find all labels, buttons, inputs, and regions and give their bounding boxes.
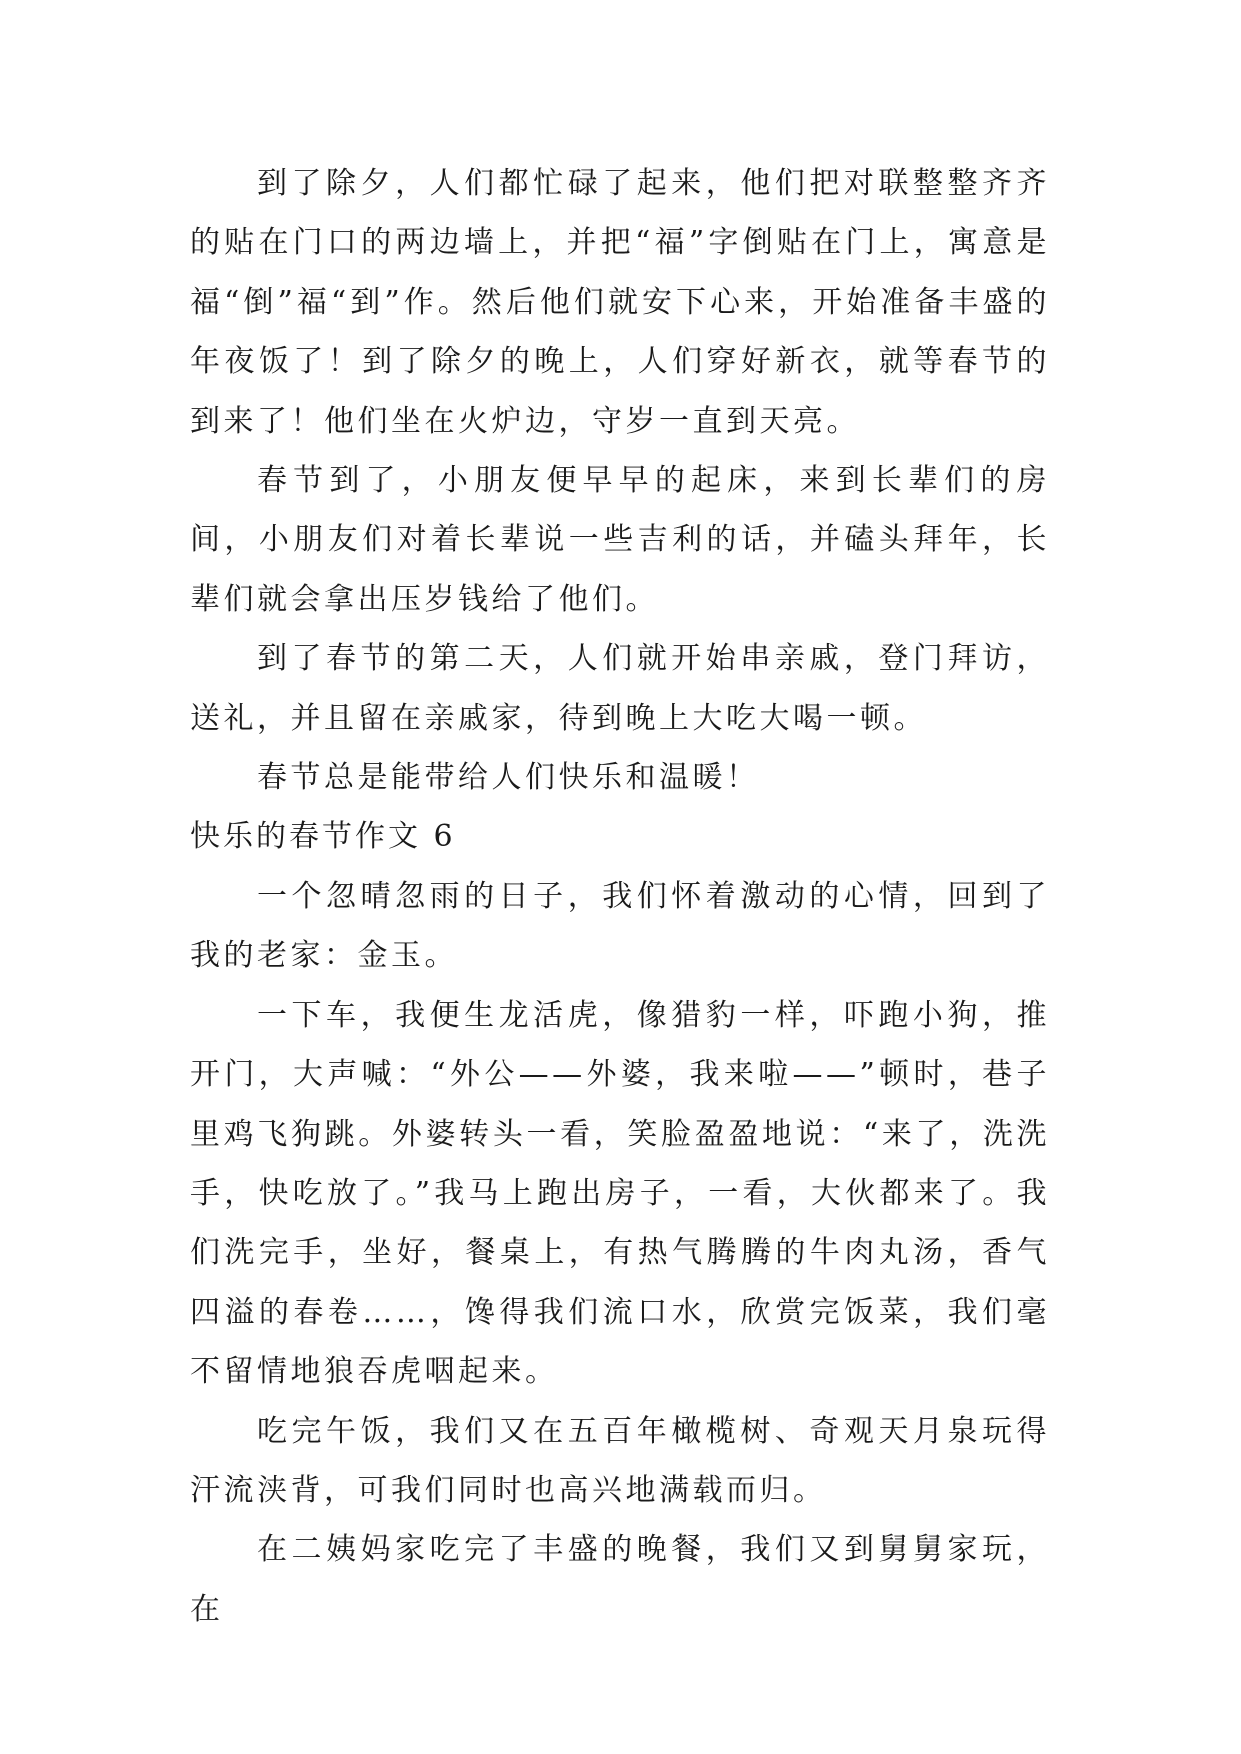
section-heading: 快乐的春节作文 6: [190, 819, 456, 855]
paragraph-hometown: 一个忽晴忽雨的日子，我们怀着激动的心情，回到了我的老家：金玉。: [190, 878, 1050, 974]
paragraph-afternoon: 吃完午饭，我们又在五百年橄榄树、奇观天月泉玩得汗流浃背，可我们同时也高兴地满载而归。: [190, 1413, 1050, 1508]
document-body: [190, 154, 1050, 1639]
paragraph-arrival: 一下车，我便生龙活虎，像猎豹一样，吓跑小狗，推开门，大声喊：“外公——外婆，我来啦——”顿时，巷子里鸡飞狗跳。外婆转头一看，笑脸盈盈地说：“来了，洗洗手，快吃放了。”我马上跑出房子，一看，大伙都来了。我们洗完手，坐好，餐桌上，有热气腾腾的牛肉丸汤，香气四溢的春卷……，馋得我们流口水，欣赏完饭菜，我们毫不留情地狼吞虎咽起来。: [190, 997, 1050, 1390]
paragraph-new-year-eve: 到了除夕，人们都忙碌了起来，他们把对联整整齐齐的贴在门口的两边墙上，并把“福”字倒贴在门上，寓意是福“倒”福“到”作。然后他们就安下心来，开始准备丰盛的年夜饭了！到了除夕的晚上，人们穿好新衣，就等春节的到来了！他们坐在火炉边，守岁一直到天亮。: [190, 166, 1050, 439]
paragraph-spring-festival-morning: 春节到了，小朋友便早早的起床，来到长辈们的房间，小朋友们对着长辈说一些吉利的话，并磕头拜年，长辈们就会拿出压岁钱给了他们。: [190, 463, 1050, 617]
paragraph-second-day: 到了春节的第二天，人们就开始串亲戚，登门拜访，送礼，并且留在亲戚家，待到晚上大吃大喝一顿。: [190, 641, 1050, 736]
paragraph-closing: 春节总是能带给人们快乐和温暖！: [257, 760, 760, 796]
paragraph-evening: 在二姨妈家吃完了丰盛的晚餐，我们又到舅舅家玩，在: [190, 1532, 1050, 1627]
